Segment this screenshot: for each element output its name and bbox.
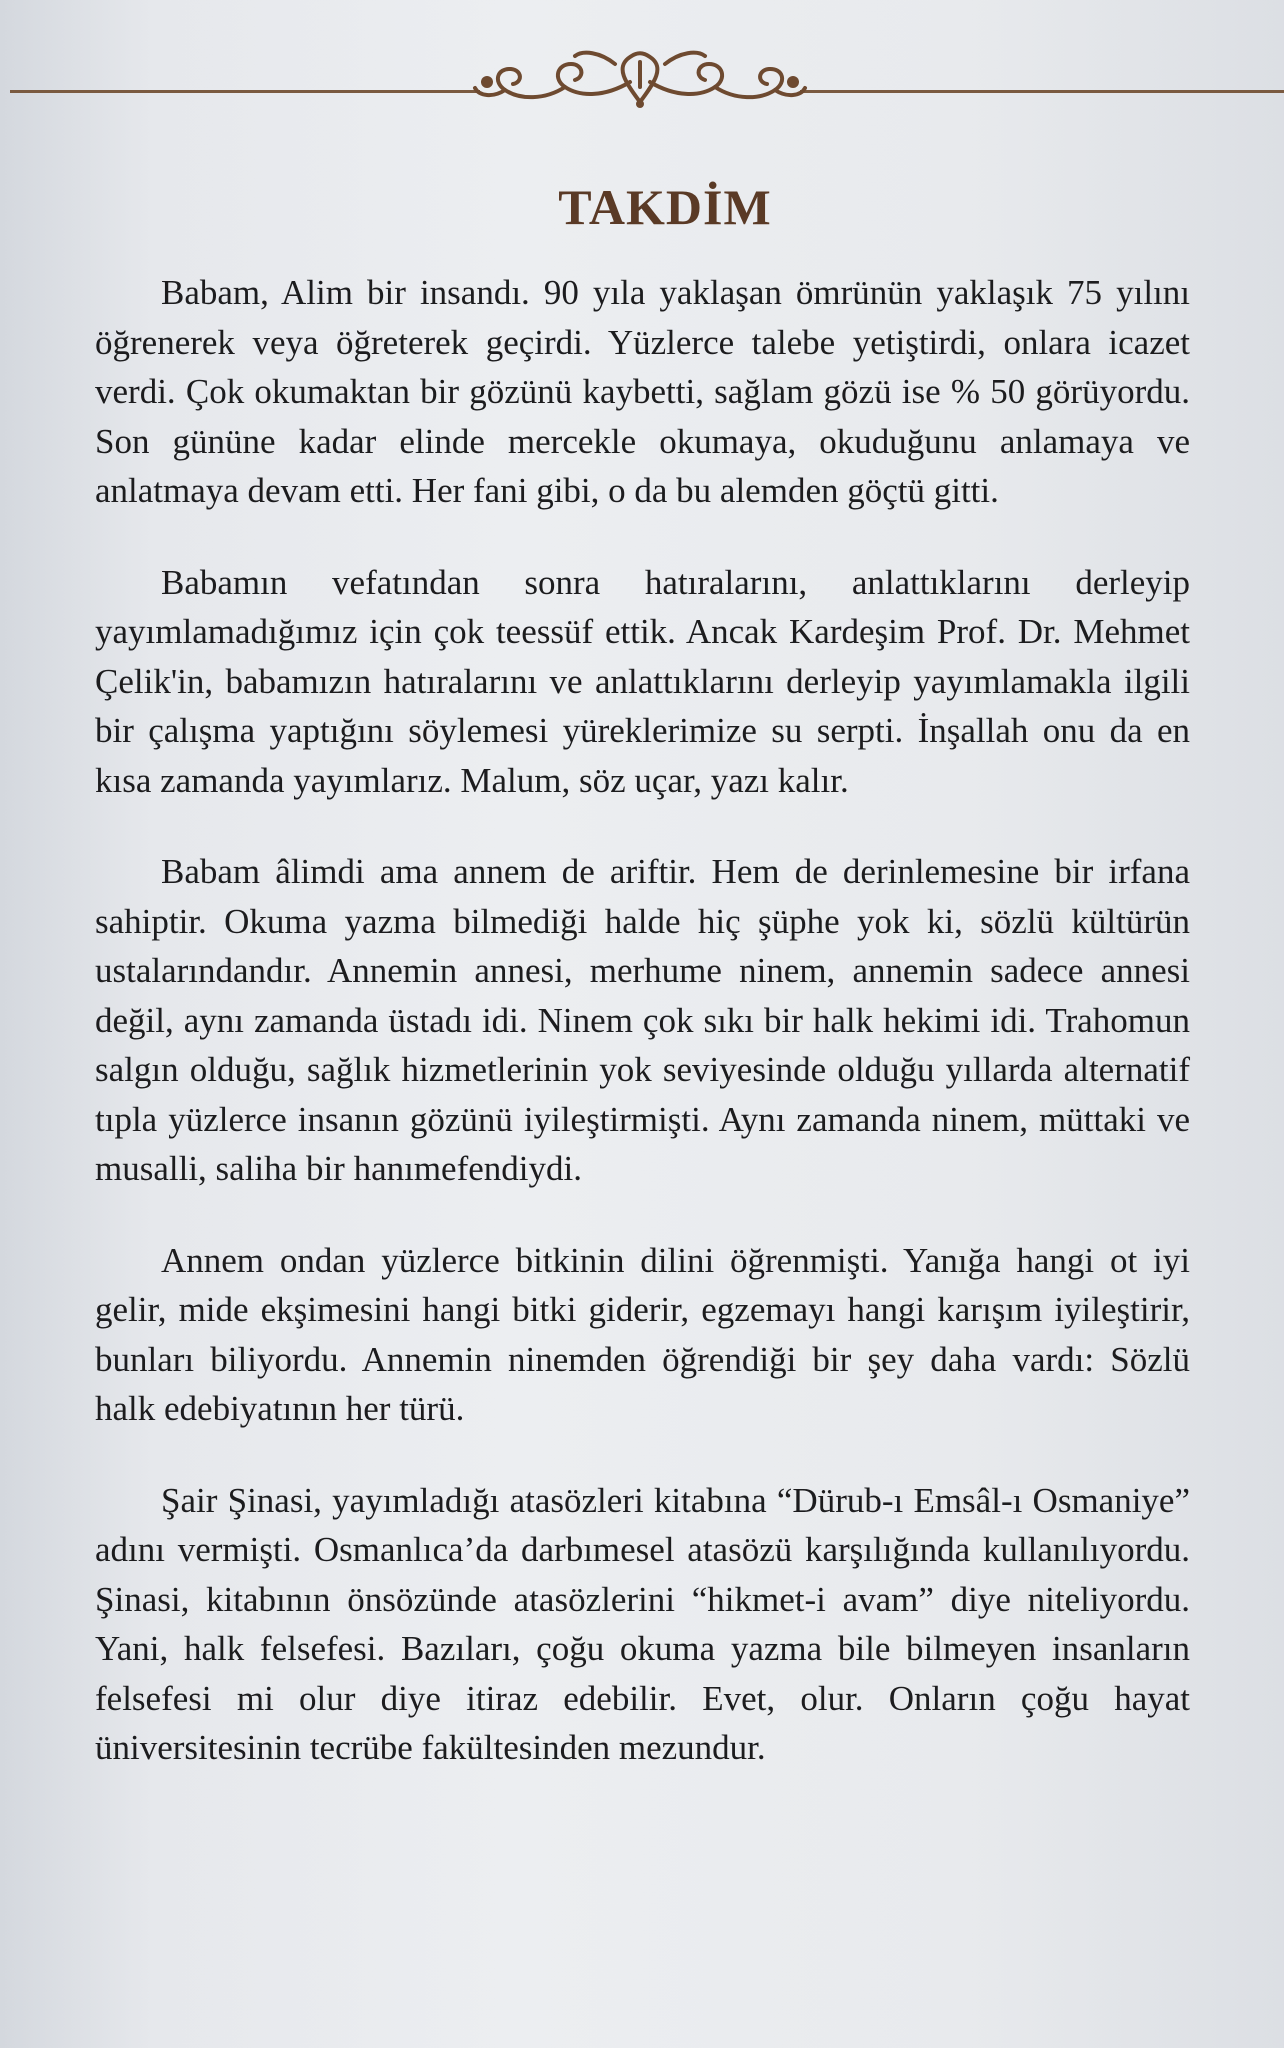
flourish-ornament-icon: [465, 42, 815, 114]
header-rule-left: [10, 90, 480, 93]
paragraph-3: Babam âlimdi ama annem de ariftir. Hem de derinlemesine bir irfana sahiptir. Okuma yazma bilmediği halde hiç şüphe yok ki, sözlü kültürün ustalarındandır. Annemin annesi, merhume ninem, annemin sadece annesi değil, aynı zamanda üstadı idi. Ninem çok sıkı bir halk hekimi idi. Trahomun salgın olduğu, sağlık hizmetlerinin yok seviyesinde olduğu yıllarda alternatif tıpla yüzlerce insanın gözünü iyileştirmişti. Aynı zamanda ninem, müttaki ve musalli, saliha bir hanımefendiydi.: [95, 852, 1190, 1188]
paragraph-5: Şair Şinasi, yayımladığı atasözleri kitabına “Dürub-ı Emsâl-ı Osmaniye” adını vermişti. Osmanlıca’da darbımesel atasözü karşılığında kullanılıyordu. Şinasi, kitabının önsözünde atasözlerini “hikmet-i avam” diye niteliyordu. Yani, halk felsefesi. Bazıları, çoğu okuma yazma bile bilmeyen insanların felsefesi mi olur diye itiraz edebilir. Evet, olur. Onların çoğu hayat üniversitesinin tecrübe fakültesinden mezundur.: [95, 1480, 1190, 1767]
header-rule-right: [800, 90, 1284, 93]
paragraph-2: Babamın vefatından sonra hatıralarını, anlattıklarını derleyip yayımlamadığımız için çok teessüf ettik. Ancak Kardeşim Prof. Dr. Mehmet Çelik'in, babamızın hatıralarını ve anlattıklarını derleyip yayımlamakla ilgili bir çalışma yaptığını söylemesi yüreklerimize su serpti. İnşallah onu da en kısa zamanda yayımlarız. Malum, söz uçar, yazı kalır.: [95, 562, 1190, 800]
body-text: [95, 268, 1190, 1815]
paragraph-1: Babam, Alim bir insandı. 90 yıla yaklaşan ömrünün yaklaşık 75 yılını öğrenerek veya öğreterek geçirdi. Yüzlerce talebe yetiştirdi, onlara icazet verdi. Çok okumaktan bir gözünü kaybetti, sağlam gözü ise % 50 görüyordu. Son gününe kadar elinde mercekle okumaya, okuduğunu anlamaya ve anlatmaya devam etti. Her fani gibi, o da bu alemden göçtü gitti.: [95, 273, 1190, 510]
page-title: TAKDİM: [558, 179, 772, 235]
paragraph-4: Annem ondan yüzlerce bitkinin dilini öğrenmişti. Yanığa hangi ot iyi gelir, mide ekşimesini hangi bitki giderir, egzemayı hangi karışım iyileştirir, bunları biliyordu. Annemin ninemden öğrendiği bir şey daha vardı: Sözlü halk edebiyatının her türü.: [95, 1240, 1190, 1428]
